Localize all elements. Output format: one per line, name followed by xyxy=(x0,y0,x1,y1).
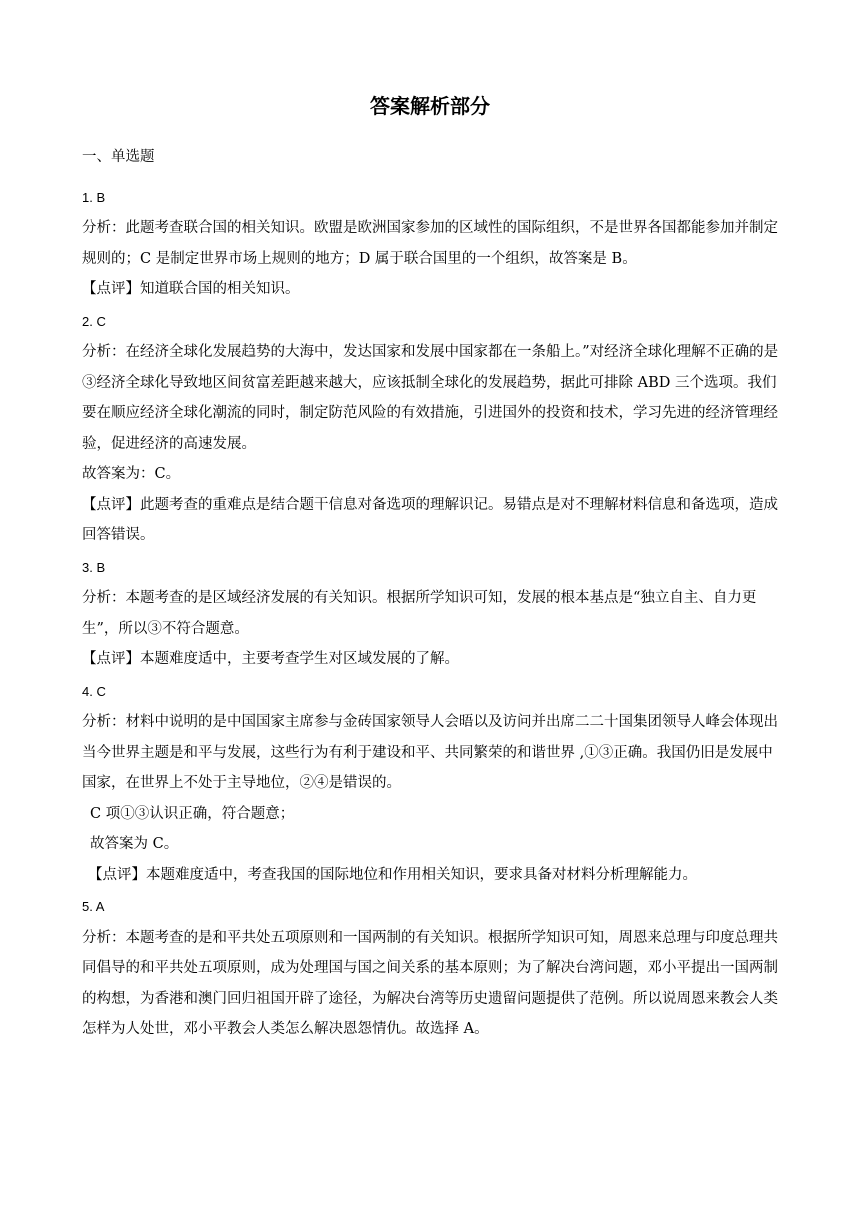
answer-line: 故答案为：C。 xyxy=(82,466,181,482)
analysis-paragraph: 分析：在经济全球化发展趋势的大海中，发达国家和发展中国家都在一条船上。”对经济全球化理解不正确的是③经济全球化导致地区间贫富差距越来越大，应该抵制全球化的发展趋势，据此可排除 ABD 三个选项。我们要在顺应经济全球化潮流的同时，制定防范风险的有效措施，引进国外的投资和技术，学习先进的经济管理经验，促进经济的高速发展。 xyxy=(82,344,779,452)
analysis-paragraph: 分析：本题考查的是和平共处五项原则和一国两制的有关知识。根据所学知识可知，周恩来总理与印度总理共同倡导的和平共处五项原则，成为处理国与国之间关系的基本原则；为了解决台湾问题，邓小平提出一国两制的构想，为香港和澳门回归祖国开辟了途径，为解决台湾等历史遗留问题提供了范例。所以说周恩来教会人类怎样为人处世，邓小平教会人类怎么解决恩怨情仇。故选择 A。 xyxy=(82,929,778,1037)
comment-paragraph: 【点评】本题难度适中，考查我国的国际地位和作用相关知识，要求具备对材料分析理解能力。 xyxy=(88,866,697,883)
question-number: 3. B xyxy=(82,559,106,575)
comment-paragraph: 【点评】本题难度适中，主要考查学生对区域发展的了解。 xyxy=(82,651,459,667)
page-title: 答案解析部分 xyxy=(370,94,490,118)
question-number: 5. A xyxy=(82,899,105,914)
question-number: 2. C xyxy=(82,313,106,329)
section-heading: 一、单选题 xyxy=(82,149,155,165)
analysis-paragraph: 分析：本题考查的是区域经济发展的有关知识。根据所学知识可知，发展的根本基点是“独立自主、自力更生”，所以③不符合题意。 xyxy=(82,590,757,637)
analysis-paragraph: 分析：此题考查联合国的相关知识。欧盟是欧洲国家参加的区域性的国际组织，不是世界各国都能参加并制定规则的；C 是制定世界市场上规则的地方；D 属于联合国里的一个组织，故答案是 B。 xyxy=(82,220,778,267)
option-explanation: C 项①③认识正确，符合题意； xyxy=(90,805,295,822)
comment-paragraph: 【点评】知道联合国的相关知识。 xyxy=(82,281,300,297)
answer-content xyxy=(82,142,782,1045)
answer-line: 故答案为 C。 xyxy=(90,836,179,852)
comment-paragraph: 【点评】此题考查的重难点是结合题干信息对备选项的理解识记。易错点是对不理解材料信息和备选项，造成回答错误。 xyxy=(82,496,778,543)
question-number: 4. C xyxy=(82,683,106,699)
analysis-paragraph: 分析：材料中说明的是中国国家主席参与金砖国家领导人会晤以及访问并出席二二十国集团领导人峰会体现出当今世界主题是和平与发展，这些行为有利于建设和平、共同繁荣的和谐世界 ,①③正确。我国仍旧是发展中国家，在世界上不处于主导地位，②④是错误的。 xyxy=(82,714,778,791)
question-number: 1. B xyxy=(82,189,106,205)
